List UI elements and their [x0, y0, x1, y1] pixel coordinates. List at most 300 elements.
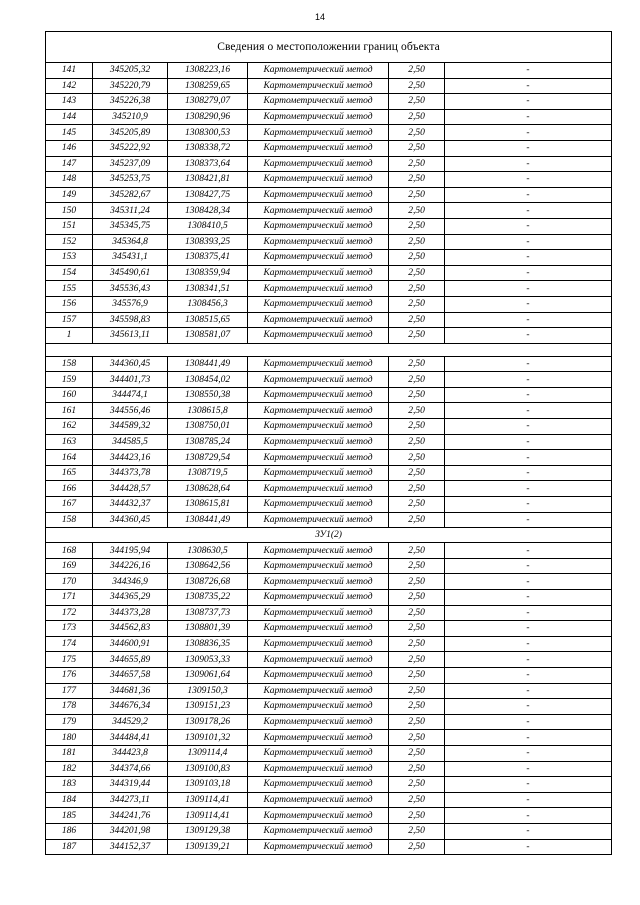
method-cell: Картометрический метод [248, 328, 389, 344]
point-number-cell: 158 [46, 356, 93, 372]
table-row [46, 512, 612, 528]
description-cell: - [445, 419, 612, 435]
boundary-coordinates-table [45, 31, 612, 855]
point-number-cell: 185 [46, 808, 93, 824]
y-coordinate-cell: 1308279,07 [168, 94, 248, 110]
x-coordinate-cell: 345598,83 [93, 312, 168, 328]
description-cell: - [445, 372, 612, 388]
x-coordinate-cell: 344529,2 [93, 714, 168, 730]
accuracy-cell: 2,50 [389, 403, 445, 419]
point-number-cell: 168 [46, 543, 93, 559]
table-row [46, 156, 612, 172]
table-row [46, 823, 612, 839]
method-cell: Картометрический метод [248, 140, 389, 156]
accuracy-cell: 2,50 [389, 823, 445, 839]
y-coordinate-cell: 1309114,4 [168, 745, 248, 761]
table-row [46, 203, 612, 219]
table-row [46, 761, 612, 777]
method-cell: Картометрический метод [248, 125, 389, 141]
x-coordinate-cell: 345576,9 [93, 296, 168, 312]
y-coordinate-cell: 1308338,72 [168, 140, 248, 156]
x-coordinate-cell: 345205,32 [93, 63, 168, 79]
table-row [46, 792, 612, 808]
description-cell: - [445, 465, 612, 481]
method-cell: Картометрический метод [248, 730, 389, 746]
description-cell: - [445, 667, 612, 683]
page-number: 14 [314, 12, 325, 22]
description-cell: - [445, 78, 612, 94]
accuracy-cell: 2,50 [389, 125, 445, 141]
accuracy-cell: 2,50 [389, 808, 445, 824]
description-cell: - [445, 450, 612, 466]
point-number-cell: 170 [46, 574, 93, 590]
table-row [46, 465, 612, 481]
accuracy-cell: 2,50 [389, 187, 445, 203]
table-row [46, 450, 612, 466]
x-coordinate-cell: 345311,24 [93, 203, 168, 219]
point-number-cell: 158 [46, 512, 93, 528]
point-number-cell: 186 [46, 823, 93, 839]
accuracy-cell: 2,50 [389, 265, 445, 281]
table-row [46, 636, 612, 652]
description-cell: - [445, 296, 612, 312]
accuracy-cell: 2,50 [389, 140, 445, 156]
description-cell: - [445, 328, 612, 344]
point-number-cell: 146 [46, 140, 93, 156]
description-cell: - [445, 558, 612, 574]
point-number-cell: 174 [46, 636, 93, 652]
y-coordinate-cell: 1309178,26 [168, 714, 248, 730]
method-cell: Картометрический метод [248, 109, 389, 125]
y-coordinate-cell: 1308628,64 [168, 481, 248, 497]
description-cell: - [445, 699, 612, 715]
method-cell: Картометрический метод [248, 699, 389, 715]
description-cell: - [445, 808, 612, 824]
method-cell: Картометрический метод [248, 250, 389, 266]
description-cell: - [445, 621, 612, 637]
method-cell: Картометрический метод [248, 745, 389, 761]
point-number-cell: 182 [46, 761, 93, 777]
y-coordinate-cell: 1309114,41 [168, 808, 248, 824]
x-coordinate-cell: 344562,83 [93, 621, 168, 637]
x-coordinate-cell: 344423,8 [93, 745, 168, 761]
table-row [46, 140, 612, 156]
table-row [46, 387, 612, 403]
method-cell: Картометрический метод [248, 450, 389, 466]
y-coordinate-cell: 1308581,07 [168, 328, 248, 344]
table-row [46, 372, 612, 388]
method-cell: Картометрический метод [248, 312, 389, 328]
y-coordinate-cell: 1309053,33 [168, 652, 248, 668]
method-cell: Картометрический метод [248, 63, 389, 79]
x-coordinate-cell: 345226,38 [93, 94, 168, 110]
point-number-cell: 175 [46, 652, 93, 668]
y-coordinate-cell: 1308456,3 [168, 296, 248, 312]
table-row [46, 558, 612, 574]
table-row [46, 714, 612, 730]
method-cell: Картометрический метод [248, 761, 389, 777]
y-coordinate-cell: 1308801,39 [168, 621, 248, 637]
y-coordinate-cell: 1308726,68 [168, 574, 248, 590]
accuracy-cell: 2,50 [389, 543, 445, 559]
x-coordinate-cell: 344484,41 [93, 730, 168, 746]
accuracy-cell: 2,50 [389, 465, 445, 481]
method-cell: Картометрический метод [248, 234, 389, 250]
method-cell: Картометрический метод [248, 434, 389, 450]
table-row [46, 777, 612, 793]
accuracy-cell: 2,50 [389, 652, 445, 668]
y-coordinate-cell: 1308630,5 [168, 543, 248, 559]
method-cell: Картометрический метод [248, 808, 389, 824]
method-cell: Картометрический метод [248, 78, 389, 94]
x-coordinate-cell: 344373,78 [93, 465, 168, 481]
table-row [46, 78, 612, 94]
accuracy-cell: 2,50 [389, 590, 445, 606]
table-row [46, 667, 612, 683]
x-coordinate-cell: 345431,1 [93, 250, 168, 266]
x-coordinate-cell: 344676,34 [93, 699, 168, 715]
point-number-cell: 153 [46, 250, 93, 266]
table-row [46, 543, 612, 559]
y-coordinate-cell: 1308441,49 [168, 356, 248, 372]
method-cell: Картометрический метод [248, 187, 389, 203]
point-number-cell: 177 [46, 683, 93, 699]
x-coordinate-cell: 344241,76 [93, 808, 168, 824]
accuracy-cell: 2,50 [389, 683, 445, 699]
point-number-cell: 1 [46, 328, 93, 344]
accuracy-cell: 2,50 [389, 296, 445, 312]
point-number-cell: 164 [46, 450, 93, 466]
point-number-cell: 152 [46, 234, 93, 250]
y-coordinate-cell: 1308785,24 [168, 434, 248, 450]
accuracy-cell: 2,50 [389, 78, 445, 94]
x-coordinate-cell: 345220,79 [93, 78, 168, 94]
x-coordinate-cell: 344201,98 [93, 823, 168, 839]
y-coordinate-cell: 1309114,41 [168, 792, 248, 808]
accuracy-cell: 2,50 [389, 730, 445, 746]
point-number-cell: 167 [46, 497, 93, 513]
x-coordinate-cell: 345613,11 [93, 328, 168, 344]
y-coordinate-cell: 1308615,81 [168, 497, 248, 513]
description-cell: - [445, 683, 612, 699]
description-cell: - [445, 512, 612, 528]
table-row [46, 745, 612, 761]
table-row [46, 94, 612, 110]
method-cell: Картометрический метод [248, 839, 389, 855]
table-row [46, 109, 612, 125]
x-coordinate-cell: 344373,28 [93, 605, 168, 621]
method-cell: Картометрический метод [248, 558, 389, 574]
description-cell: - [445, 636, 612, 652]
accuracy-cell: 2,50 [389, 450, 445, 466]
description-cell: - [445, 714, 612, 730]
method-cell: Картометрический метод [248, 218, 389, 234]
table-row [46, 605, 612, 621]
x-coordinate-cell: 344655,89 [93, 652, 168, 668]
point-number-cell: 184 [46, 792, 93, 808]
table-row [46, 187, 612, 203]
table-row [46, 574, 612, 590]
y-coordinate-cell: 1308223,16 [168, 63, 248, 79]
y-coordinate-cell: 1308375,41 [168, 250, 248, 266]
point-number-cell: 145 [46, 125, 93, 141]
method-cell: Картометрический метод [248, 652, 389, 668]
x-coordinate-cell: 344365,29 [93, 590, 168, 606]
x-coordinate-cell: 345282,67 [93, 187, 168, 203]
x-coordinate-cell: 345222,92 [93, 140, 168, 156]
method-cell: Картометрический метод [248, 683, 389, 699]
table-row [46, 328, 612, 344]
method-cell: Картометрический метод [248, 419, 389, 435]
x-coordinate-cell: 344360,45 [93, 512, 168, 528]
x-coordinate-cell: 345345,75 [93, 218, 168, 234]
table-row [46, 403, 612, 419]
x-coordinate-cell: 344152,37 [93, 839, 168, 855]
point-number-cell: 180 [46, 730, 93, 746]
accuracy-cell: 2,50 [389, 328, 445, 344]
point-number-cell: 171 [46, 590, 93, 606]
point-number-cell: 181 [46, 745, 93, 761]
method-cell: Картометрический метод [248, 265, 389, 281]
method-cell: Картометрический метод [248, 372, 389, 388]
description-cell: - [445, 218, 612, 234]
point-number-cell: 176 [46, 667, 93, 683]
table-row [46, 296, 612, 312]
point-number-cell: 166 [46, 481, 93, 497]
point-number-cell: 154 [46, 265, 93, 281]
y-coordinate-cell: 1309151,23 [168, 699, 248, 715]
accuracy-cell: 2,50 [389, 699, 445, 715]
accuracy-cell: 2,50 [389, 574, 445, 590]
accuracy-cell: 2,50 [389, 497, 445, 513]
point-number-cell: 161 [46, 403, 93, 419]
x-coordinate-cell: 344556,46 [93, 403, 168, 419]
description-cell: - [445, 574, 612, 590]
x-coordinate-cell: 344374,66 [93, 761, 168, 777]
accuracy-cell: 2,50 [389, 481, 445, 497]
y-coordinate-cell: 1309100,83 [168, 761, 248, 777]
table-row [46, 218, 612, 234]
description-cell: - [445, 792, 612, 808]
separator-row [46, 343, 612, 356]
x-coordinate-cell: 344474,1 [93, 387, 168, 403]
y-coordinate-cell: 1308719,5 [168, 465, 248, 481]
table-row [46, 281, 612, 297]
x-coordinate-cell: 344657,58 [93, 667, 168, 683]
method-cell: Картометрический метод [248, 465, 389, 481]
point-number-cell: 143 [46, 94, 93, 110]
x-coordinate-cell: 344585,5 [93, 434, 168, 450]
y-coordinate-cell: 1308642,56 [168, 558, 248, 574]
x-coordinate-cell: 345536,43 [93, 281, 168, 297]
x-coordinate-cell: 344401,73 [93, 372, 168, 388]
point-number-cell: 148 [46, 172, 93, 188]
accuracy-cell: 2,50 [389, 94, 445, 110]
table-row [46, 356, 612, 372]
point-number-cell: 156 [46, 296, 93, 312]
point-number-cell: 142 [46, 78, 93, 94]
point-number-cell: 149 [46, 187, 93, 203]
x-coordinate-cell: 344589,32 [93, 419, 168, 435]
x-coordinate-cell: 344226,16 [93, 558, 168, 574]
description-cell: - [445, 543, 612, 559]
description-cell: - [445, 187, 612, 203]
method-cell: Картометрический метод [248, 94, 389, 110]
x-coordinate-cell: 344319,44 [93, 777, 168, 793]
point-number-cell: 187 [46, 839, 93, 855]
x-coordinate-cell: 344273,11 [93, 792, 168, 808]
section-row [46, 528, 612, 543]
table-row [46, 172, 612, 188]
point-number-cell: 183 [46, 777, 93, 793]
y-coordinate-cell: 1308737,73 [168, 605, 248, 621]
x-coordinate-cell: 345210,9 [93, 109, 168, 125]
point-number-cell: 165 [46, 465, 93, 481]
point-number-cell: 163 [46, 434, 93, 450]
point-number-cell: 141 [46, 63, 93, 79]
accuracy-cell: 2,50 [389, 250, 445, 266]
description-cell: - [445, 281, 612, 297]
accuracy-cell: 2,50 [389, 761, 445, 777]
description-cell: - [445, 823, 612, 839]
accuracy-cell: 2,50 [389, 387, 445, 403]
x-coordinate-cell: 344346,9 [93, 574, 168, 590]
description-cell: - [445, 203, 612, 219]
point-number-cell: 155 [46, 281, 93, 297]
accuracy-cell: 2,50 [389, 667, 445, 683]
accuracy-cell: 2,50 [389, 356, 445, 372]
point-number-cell: 147 [46, 156, 93, 172]
y-coordinate-cell: 1309103,18 [168, 777, 248, 793]
point-number-cell: 169 [46, 558, 93, 574]
accuracy-cell: 2,50 [389, 558, 445, 574]
x-coordinate-cell: 345364,8 [93, 234, 168, 250]
table-title-row [46, 32, 612, 63]
description-cell: - [445, 140, 612, 156]
point-number-cell: 157 [46, 312, 93, 328]
description-cell: - [445, 156, 612, 172]
table-row [46, 125, 612, 141]
point-number-cell: 150 [46, 203, 93, 219]
y-coordinate-cell: 1308750,01 [168, 419, 248, 435]
accuracy-cell: 2,50 [389, 745, 445, 761]
y-coordinate-cell: 1308615,8 [168, 403, 248, 419]
table-row [46, 265, 612, 281]
point-number-cell: 172 [46, 605, 93, 621]
method-cell: Картометрический метод [248, 590, 389, 606]
table-row [46, 497, 612, 513]
description-cell: - [445, 497, 612, 513]
y-coordinate-cell: 1309129,38 [168, 823, 248, 839]
description-cell: - [445, 234, 612, 250]
accuracy-cell: 2,50 [389, 434, 445, 450]
table-row [46, 808, 612, 824]
x-coordinate-cell: 345237,09 [93, 156, 168, 172]
accuracy-cell: 2,50 [389, 281, 445, 297]
description-cell: - [445, 63, 612, 79]
description-cell: - [445, 605, 612, 621]
y-coordinate-cell: 1308735,22 [168, 590, 248, 606]
description-cell: - [445, 356, 612, 372]
x-coordinate-cell: 345205,89 [93, 125, 168, 141]
y-coordinate-cell: 1308290,96 [168, 109, 248, 125]
method-cell: Картометрический метод [248, 512, 389, 528]
accuracy-cell: 2,50 [389, 203, 445, 219]
table-row [46, 419, 612, 435]
accuracy-cell: 2,50 [389, 172, 445, 188]
y-coordinate-cell: 1308550,38 [168, 387, 248, 403]
accuracy-cell: 2,50 [389, 312, 445, 328]
method-cell: Картометрический метод [248, 574, 389, 590]
accuracy-cell: 2,50 [389, 63, 445, 79]
table-row [46, 621, 612, 637]
method-cell: Картометрический метод [248, 481, 389, 497]
accuracy-cell: 2,50 [389, 372, 445, 388]
table-row [46, 234, 612, 250]
method-cell: Картометрический метод [248, 172, 389, 188]
y-coordinate-cell: 1309150,3 [168, 683, 248, 699]
point-number-cell: 179 [46, 714, 93, 730]
accuracy-cell: 2,50 [389, 218, 445, 234]
y-coordinate-cell: 1308393,25 [168, 234, 248, 250]
point-number-cell: 159 [46, 372, 93, 388]
accuracy-cell: 2,50 [389, 777, 445, 793]
y-coordinate-cell: 1308341,51 [168, 281, 248, 297]
description-cell: - [445, 250, 612, 266]
table-row [46, 434, 612, 450]
table-row [46, 481, 612, 497]
point-number-cell: 144 [46, 109, 93, 125]
method-cell: Картометрический метод [248, 714, 389, 730]
point-number-cell: 151 [46, 218, 93, 234]
y-coordinate-cell: 1308454,02 [168, 372, 248, 388]
method-cell: Картометрический метод [248, 792, 389, 808]
accuracy-cell: 2,50 [389, 156, 445, 172]
method-cell: Картометрический метод [248, 543, 389, 559]
x-coordinate-cell: 344428,57 [93, 481, 168, 497]
y-coordinate-cell: 1309139,21 [168, 839, 248, 855]
method-cell: Картометрический метод [248, 621, 389, 637]
y-coordinate-cell: 1308300,53 [168, 125, 248, 141]
description-cell: - [445, 761, 612, 777]
method-cell: Картометрический метод [248, 667, 389, 683]
accuracy-cell: 2,50 [389, 419, 445, 435]
separator-cell [46, 343, 612, 356]
method-cell: Картометрический метод [248, 387, 389, 403]
y-coordinate-cell: 1308359,94 [168, 265, 248, 281]
y-coordinate-cell: 1309061,64 [168, 667, 248, 683]
accuracy-cell: 2,50 [389, 839, 445, 855]
x-coordinate-cell: 345253,75 [93, 172, 168, 188]
table-row [46, 250, 612, 266]
description-cell: - [445, 434, 612, 450]
description-cell: - [445, 730, 612, 746]
accuracy-cell: 2,50 [389, 636, 445, 652]
table-row [46, 839, 612, 855]
x-coordinate-cell: 344600,91 [93, 636, 168, 652]
point-number-cell: 173 [46, 621, 93, 637]
method-cell: Картометрический метод [248, 203, 389, 219]
table-title: Сведения о местоположении границ объекта [46, 32, 612, 63]
y-coordinate-cell: 1308441,49 [168, 512, 248, 528]
x-coordinate-cell: 345490,61 [93, 265, 168, 281]
method-cell: Картометрический метод [248, 356, 389, 372]
accuracy-cell: 2,50 [389, 109, 445, 125]
method-cell: Картометрический метод [248, 296, 389, 312]
description-cell: - [445, 125, 612, 141]
description-cell: - [445, 839, 612, 855]
y-coordinate-cell: 1308410,5 [168, 218, 248, 234]
